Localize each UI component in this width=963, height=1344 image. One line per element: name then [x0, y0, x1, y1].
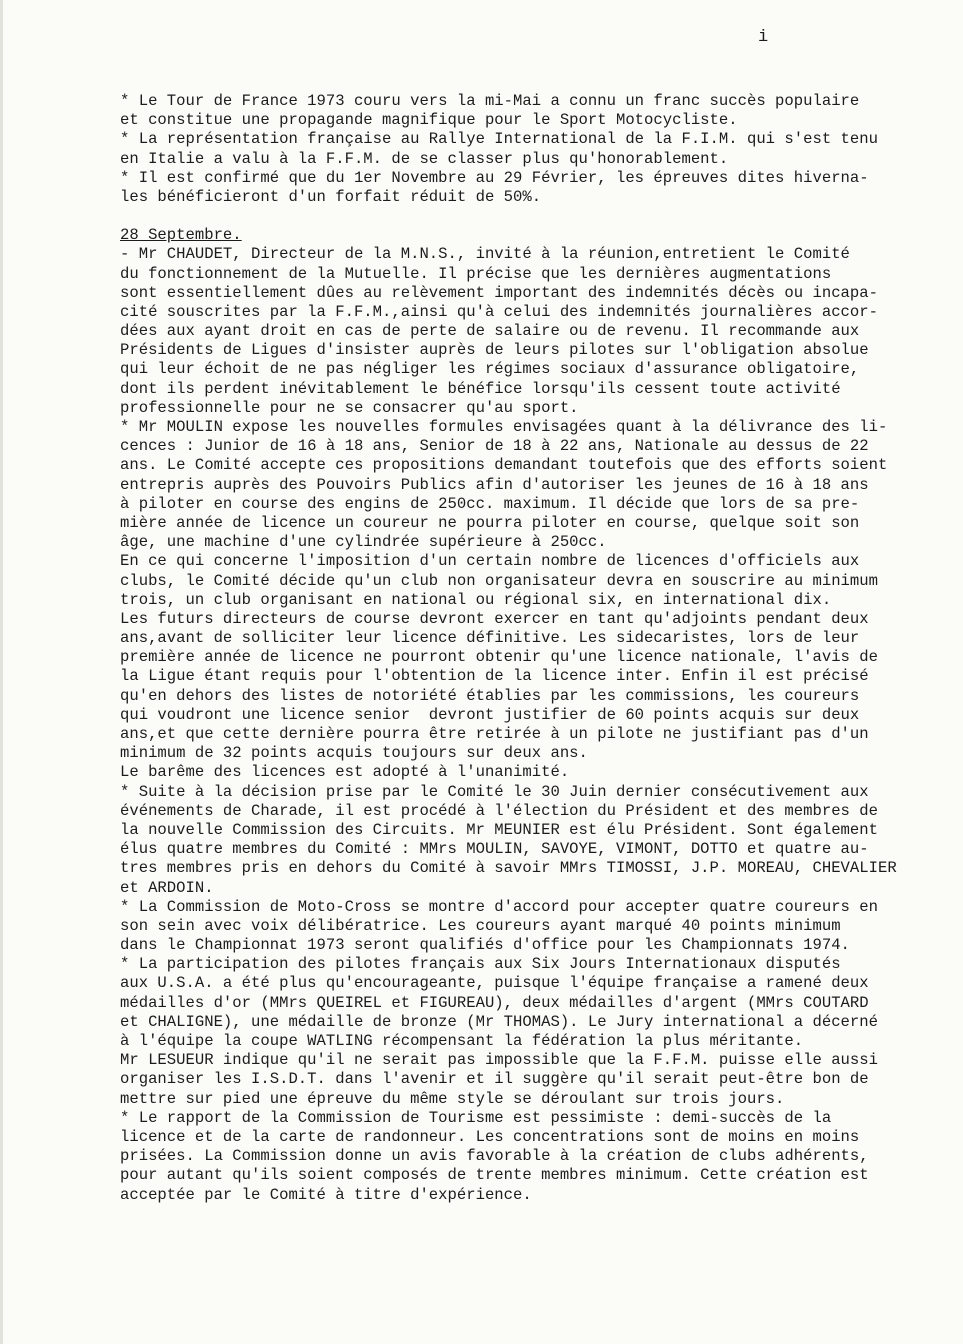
- document-body: [120, 92, 920, 1205]
- text-line: professionnelle pour ne se consacrer qu'au sport.: [120, 398, 579, 417]
- text-line: ans,et que cette dernière pourra être retirée à un pilote ne justifiant pas d'un: [120, 725, 869, 743]
- text-line: minimum de 32 points acquis toujours sur deux ans.: [120, 744, 588, 763]
- text-line: qu'en dehors des listes de notoriété établies par les commissions, les coureurs: [120, 686, 860, 705]
- text-line: première année de licence ne pourront obtenir qu'une licence nationale, l'avis de: [120, 648, 878, 667]
- text-line: trois, un club organisant en national ou régional six, en international dix.: [120, 590, 832, 609]
- text-line: acceptée par le Comité à titre d'expérience.: [120, 1185, 532, 1204]
- text-line: pour autant qu'ils soient composés de trente membres minimum. Cette création est: [120, 1166, 869, 1185]
- text-line: clubs, le Comité décide qu'un club non organisateur devra en souscrire au minimum: [120, 571, 878, 590]
- text-line: dées aux ayant droit en cas de perte de salaire ou de revenu. Il recommande aux: [120, 322, 860, 341]
- text-line: Le barême des licences est adopté à l'unanimité.: [120, 763, 570, 782]
- text-line: les bénéficieront d'un forfait réduit de 50%.: [120, 187, 542, 206]
- text-line: entrepris auprès des Pouvoirs Publics afin d'autoriser les jeunes de 16 à 18 ans: [120, 475, 869, 494]
- text-line: tres membres pris en dehors du Comité à savoir MMrs TIMOSSI, J.P. MOREAU, CHEVALIER: [120, 859, 897, 878]
- text-line: mettre sur pied une épreuve du même style se déroulant sur trois jours.: [120, 1089, 785, 1108]
- text-line: sont essentiellement dûes au relèvement important des indemnités décès ou incapa-: [120, 283, 878, 302]
- text-line: qui voudront une licence senior devront justifier de 60 points acquis sur deux: [120, 705, 860, 724]
- text-line: à piloter en course des engins de 250cc. maximum. Il décide que lors de sa pre-: [120, 494, 860, 513]
- text-line: Les futurs directeurs de course devront exercer en tant qu'adjoints pendant deux: [120, 609, 869, 628]
- text-line: licence et de la carte de randonneur. Les concentrations sont de moins en moins: [120, 1127, 860, 1146]
- text-line: * Suite à la décision prise par le Comité le 30 Juin dernier consécutivement aux: [120, 782, 869, 801]
- text-line: qui leur échoit de ne pas négliger les régimes sociaux d'assurance obligatoire,: [120, 360, 860, 379]
- text-line: en Italie a valu à la F.F.M. de se classer plus qu'honorablement.: [120, 149, 729, 168]
- text-line: * La participation des pilotes français aux Six Jours Internationaux disputés: [120, 955, 841, 974]
- text-line: âge, une machine d'une cylindrée supérieure à 250cc.: [120, 533, 607, 552]
- text-line: ans,avant de solliciter leur licence définitive. Les sidecaristes, lors de leur: [120, 629, 860, 648]
- text-line: et constitue une propagande magnifique pour le Sport Motocycliste.: [120, 111, 738, 130]
- page-edge: [0, 0, 3, 1344]
- text-line: élus quatre membres du Comité : MMrs MOULIN, SAVOYE, VIMONT, DOTTO et quatre au-: [120, 840, 869, 859]
- minutes-paragraphs: [120, 245, 920, 1204]
- text-line: mière année de licence un coureur ne pourra piloter en course, quelque soit son: [120, 513, 860, 532]
- page-number: i: [758, 28, 769, 47]
- text-line: - Mr CHAUDET, Directeur de la M.N.S., invité à la réunion,entretient le Comité: [120, 245, 850, 264]
- text-line: du fonctionnement de la Mutuelle. Il précise que les dernières augmentations: [120, 264, 832, 283]
- text-line: dont ils perdent inévitablement le bénéfice lorsqu'ils cessent toute activité: [120, 379, 841, 398]
- text-line: dans le Championnat 1973 seront qualifiés d'office pour les Championnats 1974.: [120, 936, 850, 955]
- text-line: * La représentation française au Rallye International de la F.I.M. qui s'est tenu: [120, 130, 878, 149]
- text-line: médailles d'or (MMrs QUEIREL et FIGUREAU), deux médailles d'argent (MMrs COUTARD: [120, 993, 869, 1012]
- text-line: organiser les I.S.D.T. dans l'avenir et il suggère qu'il serait peut-être bon de: [120, 1070, 869, 1089]
- text-line: la Ligue étant requis pour l'obtention de la licence inter. Enfin il est précisé: [120, 667, 869, 686]
- text-line: * Il est confirmé que du 1er Novembre au 29 Février, les épreuves dites hiverna-: [120, 168, 869, 187]
- text-line: Présidents de Ligues d'insister auprès de leurs pilotes sur l'obligation absolue: [120, 341, 869, 360]
- text-line: * Le Tour de France 1973 couru vers la mi-Mai a connu un franc succès populaire: [120, 92, 860, 110]
- text-line: Mr LESUEUR indique qu'il ne serait pas impossible que la F.F.M. puisse elle aussi: [120, 1051, 878, 1070]
- text-line: aux U.S.A. a été plus qu'encourageante, puisque l'équipe française a ramené deux: [120, 974, 869, 993]
- text-line: la nouvelle Commission des Circuits. Mr MEUNIER est élu Président. Sont également: [120, 820, 878, 839]
- text-line: * Mr MOULIN expose les nouvelles formules envisagées quant à la délivrance des li-: [120, 418, 888, 436]
- text-line: cité souscrites par la F.F.M.,ainsi qu'à celui des indemnités journalières accor-: [120, 302, 878, 321]
- text-line: * La Commission de Moto-Cross se montre d'accord pour accepter quatre coureurs en: [120, 897, 878, 916]
- intro-paragraphs: [120, 92, 920, 207]
- text-line: événements de Charade, il est procédé à l'élection du Président et des membres de: [120, 801, 878, 820]
- section-date: 28 Septembre.: [120, 226, 242, 245]
- text-line: En ce qui concerne l'imposition d'un certain nombre de licences d'officiels aux: [120, 552, 860, 571]
- text-line: prisées. La Commission donne un avis favorable à la création de clubs adhérents,: [120, 1147, 869, 1166]
- text-line: et ARDOIN.: [120, 878, 214, 897]
- text-line: et CHALIGNE), une médaille de bronze (Mr THOMAS). Le Jury international a décerné: [120, 1012, 878, 1031]
- text-line: son sein avec voix délibératrice. Les coureurs ayant marqué 40 points minimum: [120, 916, 841, 935]
- text-line: à l'équipe la coupe WATLING récompensant la fédération la plus méritante.: [120, 1032, 804, 1050]
- text-line: * Le rapport de la Commission de Tourisme est pessimiste : demi-succès de la: [120, 1108, 832, 1127]
- text-line: ans. Le Comité accepte ces propositions demandant toutefois que des efforts soient: [120, 456, 888, 475]
- text-line: cences : Junior de 16 à 18 ans, Senior de 18 à 22 ans, Nationale au dessus de 22: [120, 437, 869, 456]
